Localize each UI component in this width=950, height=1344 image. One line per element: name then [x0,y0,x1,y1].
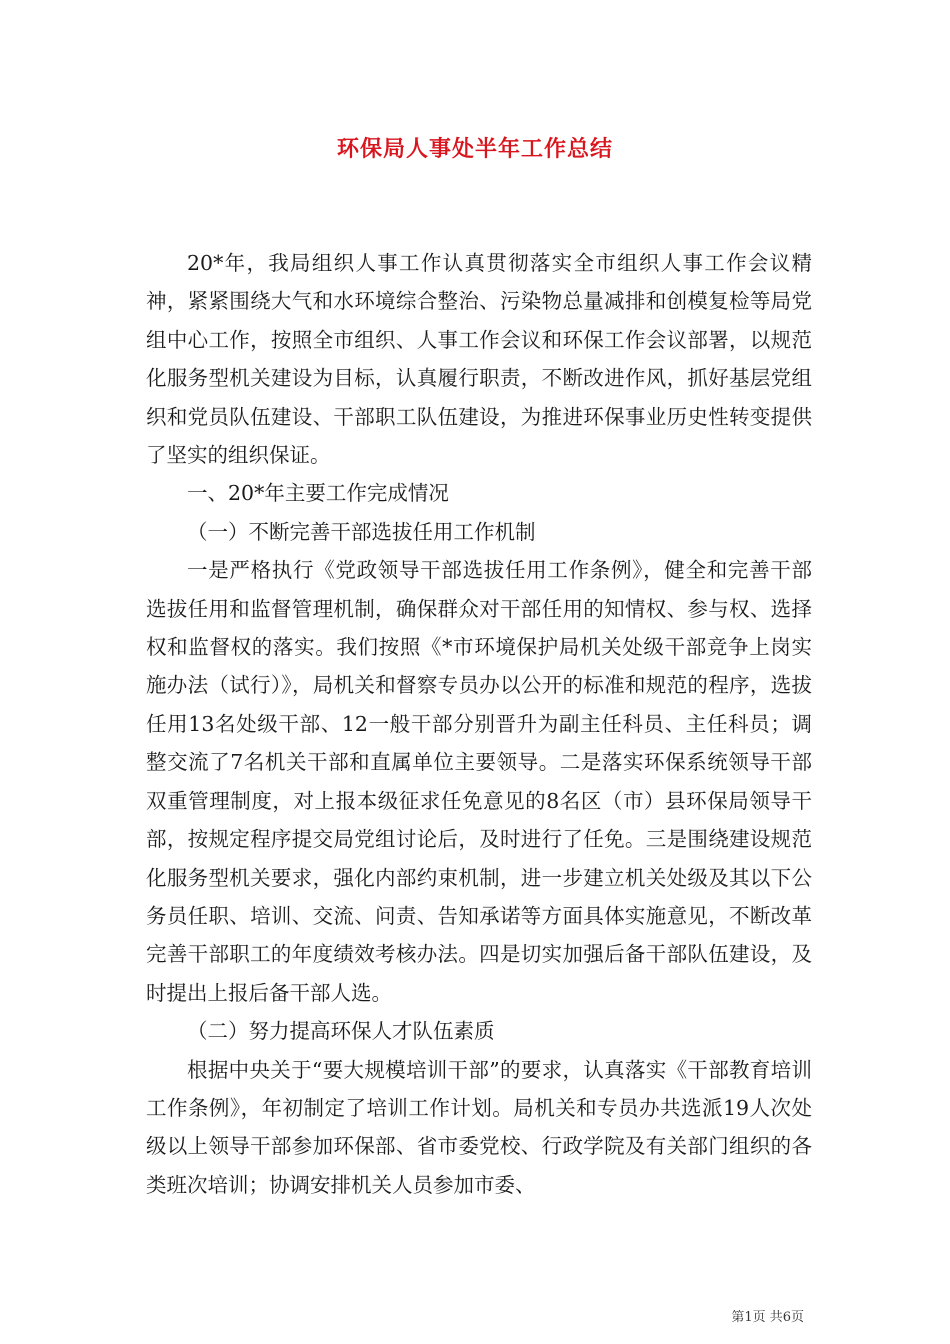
section-heading-1: 一、20*年主要工作完成情况 [187,481,449,506]
paragraph-intro: 20*年，我局组织人事工作认真贯彻落实全市组织人事工作会议精神，紧紧围绕大气和水环境综合整治、污染物总量减排和创模复检等局党组中心工作，按照全市组织、人事工作会议和环保工作会议部署，以规范化服务型机关建设为目标，认真履行职责，不断改进作风，抓好基层党组织和党员队伍建设、干部职工队伍建设，为推进环保事业历史性转变提供了坚实的组织保证。 [146,251,812,468]
paragraph-cadre-selection: 一是严格执行《党政领导干部选拔任用工作条例》，健全和完善干部选拔任用和监督管理机制，确保群众对干部任用的知情权、参与权、选择权和监督权的落实。我们按照《*市环境保护局机关处级干部竞争上岗实施办法（试行）》，局机关和督察专员办以公开的标准和规范的程序，选拔任用13名处级干部、12一般干部分别晋升为副主任科员、主任科员；调整交流了7名机关干部和直属单位主要领导。二是落实环保系统领导干部双重管理制度，对上报本级征求任免意见的8名区（市）县环保局领导干部，按规定程序提交局党组讨论后，及时进行了任免。三是围绕建设规范化服务型机关要求，强化内部约束机制，进一步建立机关处级及其以下公务员任职、培训、交流、问责、告知承诺等方面具体实施意见，不断改革完善干部职工的年度绩效考核办法。四是切实加强后备干部队伍建设，及时提出上报后备干部人选。 [146,558,812,1005]
subsection-heading-1: （一）不断完善干部选拔任用工作机制 [187,519,536,544]
paragraph-training: 根据中央关于“要大规模培训干部”的要求，认真落实《干部教育培训工作条例》，年初制定了培训工作计划。局机关和专员办共选派19人次处级以上领导干部参加环保部、省市委党校、行政学院及有关部门组织的各类班次培训；协调安排机关人员参加市委、 [146,1057,812,1197]
subsection-heading-2: （二）努力提高环保人才队伍素质 [187,1019,495,1044]
document-body [146,244,812,1204]
page-number: 第1页 共6页 [731,1310,804,1325]
document-title: 环保局人事处半年工作总结 [336,137,613,162]
